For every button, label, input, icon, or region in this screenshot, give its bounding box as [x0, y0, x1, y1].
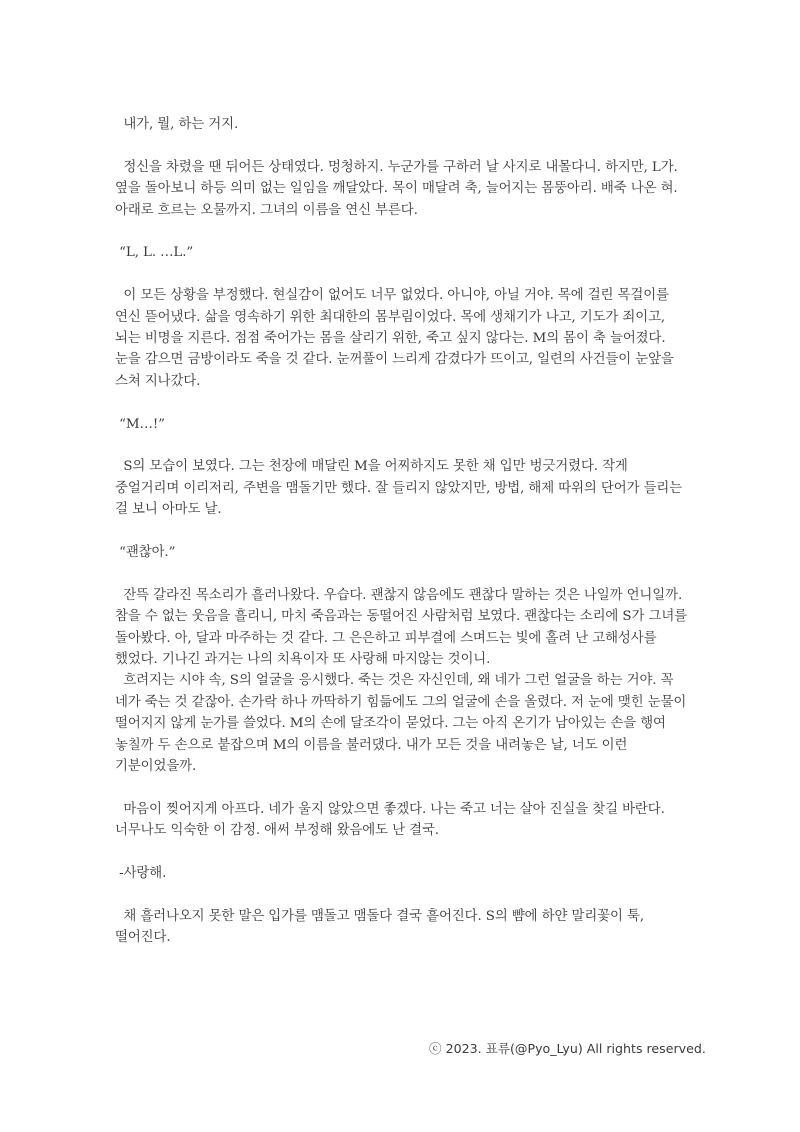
story-paragraph: “L, L. …L.”: [115, 245, 194, 261]
story-paragraph: 이 모든 상황을 부정했다. 현실감이 없어도 너무 없었다. 아니야, 아닐 거야. 목에 걸린 목걸이를 연신 뜯어냈다. 삶을 영속하기 위한 최대한의 몸부림이었다. 목에 생채기가 나고, 기도가 죄이고, 뇌는 비명을 지른다. 점점 죽어가는 몸을 살리기 위한, 죽고 싶지 않다는. M의 몸이 축 늘어졌다. 눈을 감으면 금방이라도 죽을 것 같다. 눈꺼풀이 느리게 감겼다가 뜨이고, 일련의 사건들이 눈앞을 스쳐 지나갔다.: [115, 288, 678, 389]
paragraph-spacer: [115, 221, 691, 242]
paragraph-spacer: [115, 135, 691, 156]
paragraph-spacer: [115, 563, 691, 584]
story-paragraph: S의 모습이 보였다. 그는 천장에 매달린 M을 어찌하지도 못한 채 입만 벙긋거렸다. 작게 중얼거리며 이리저리, 주변을 맴돌기만 했다. 잘 들리지 않았지만, 방법, 해제 따위의 단어가 들리는 걸 보니 아마도 날.: [115, 459, 687, 518]
story-paragraph: 채 흘러나오지 못한 말은 입가를 맴돌고 맴돌다 결국 흩어진다. S의 뺨에 하얀 말리꽃이 툭, 떨어진다.: [115, 908, 649, 946]
paragraph-spacer: [115, 264, 691, 285]
story-paragraph: 흐려지는 시야 속, S의 얼굴을 응시했다. 죽는 것은 자신인데, 왜 네가 그런 얼굴을 하는 거야. 꼭 네가 죽는 것 같잖아. 손가락 하나 까딱하기 힘듦에도 그의 얼굴에 손을 올렸다. 저 눈에 맺힌 눈물이 떨어지지 않게 눈가를 쓸었다. M의 손에 달조각이 묻었다. 그는 아직 온기가 남아있는 손을 행여 놓칠까 두 손으로 붙잡으며 M의 이름을 불러댔다. 내가 모든 것을 내려놓은 날, 너도 이런 기분이었을까.: [115, 673, 691, 775]
paragraph-spacer: [115, 777, 691, 798]
story-body: [115, 114, 691, 949]
paragraph-spacer: [115, 842, 691, 863]
paragraph-spacer: [115, 884, 691, 905]
story-paragraph: 정신을 차렸을 땐 뒤어든 상태였다. 멍청하지. 누군가를 구하러 날 사지로 내몰다니. 하지만, L가. 옆을 돌아보니 하등 의미 없는 일임을 깨달았다. 목이 매달려 축, 늘어지는 몸뚱아리. 배죽 나온 혀. 아래로 흐르는 오물까지. 그녀의 이름을 연신 부른다.: [115, 159, 682, 218]
story-paragraph: “M…!”: [115, 416, 165, 432]
story-paragraph: -사랑해.: [115, 866, 167, 882]
story-paragraph: 마음이 찢어지게 아프다. 네가 울지 않았으면 좋겠다. 나는 죽고 너는 살아 진실을 찾길 바란다. 너무나도 익숙한 이 감정. 애써 부정해 왔음에도 난 결국.: [115, 801, 669, 839]
copyright-footer: ⓒ 2023. 표류(@Pyo_Lyu) All rights reserved.: [429, 1041, 706, 1056]
story-paragraph: 내가, 뭘, 하는 거지.: [115, 117, 239, 132]
paragraph-spacer: [115, 392, 691, 413]
paragraph-spacer: [115, 435, 691, 456]
story-paragraph: “괜찮아.”: [115, 545, 176, 561]
story-paragraph: 잔뜩 갈라진 목소리가 흘러나왔다. 우습다. 괜찮지 않음에도 괜찮다 말하는 것은 나일까 언니일까. 참을 수 없는 웃음을 흘리니, 마치 죽음과는 동떨어진 사람처럼 보였다. 괜찮다는 소리에 S가 그녀를 돌아봤다. 아, 달과 마주하는 것 같다. 그 은은하고 피부결에 스며드는 빛에 홀려 난 고해성사를 했었다. 기나긴 과거는 나의 치욕이자 또 사랑해 마지않는 것이니.: [115, 587, 692, 668]
paragraph-spacer: [115, 521, 691, 542]
